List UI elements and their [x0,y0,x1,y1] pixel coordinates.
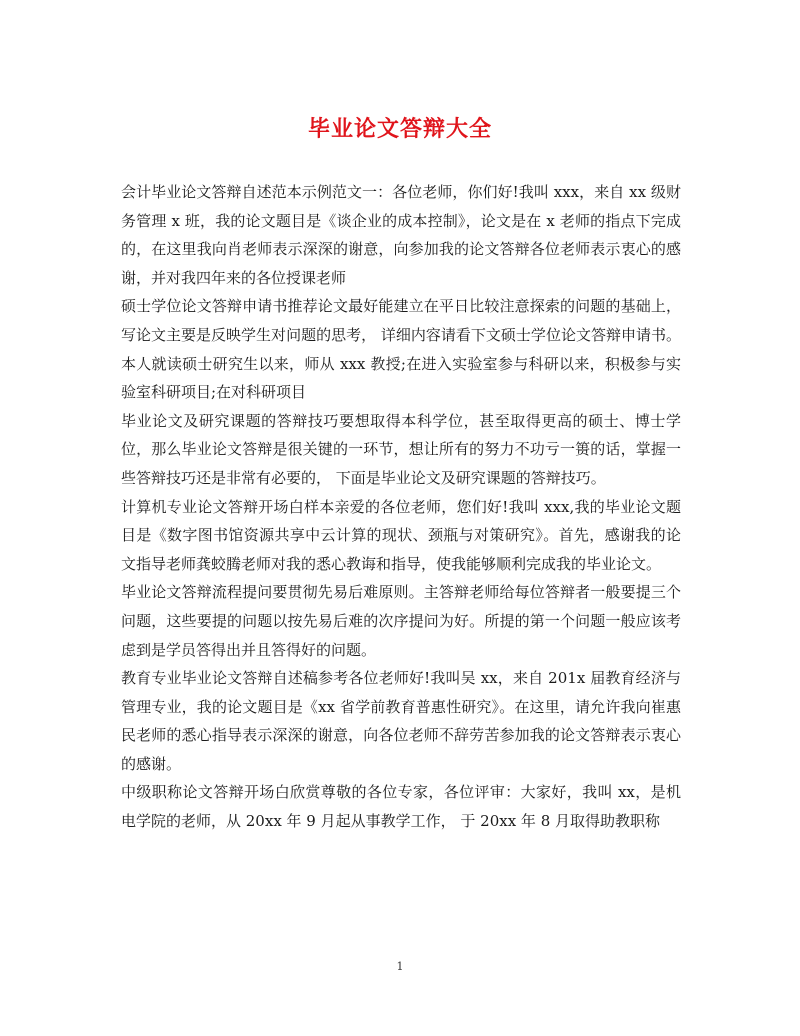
paragraph-master-application: 硕士学位论文答辩申请书推荐论文最好能建立在平日比较注意探索的问题的基础上，写论文主要是反映学生对问题的思考， 详细内容请看下文硕士学位论文答辩申请书。本人就读硕士研究生以来，师从 xxx 教授;在进入实验室参与科研以来，积极参与实验室科研项目;在对科研项目 [121,297,681,402]
paragraph-accounting-defense: 会计毕业论文答辩自述范本示例范文一：各位老师，你们好!我叫 xxx，来自 xx 级财务管理 x 班，我的论文题目是《谈企业的成本控制》，论文是在 x 老师的指点下完成的，在这里我向肖老师表示深深的谢意，向参加我的论文答辩各位老师表示衷心的感谢，并对我四年来的各位授课老师 [121,183,681,287]
paragraph-computer-opening: 计算机专业论文答辩开场白样本亲爱的各位老师，您们好!我叫 xxx,我的毕业论文题目是《数字图书馆资源共享中云计算的现状、颈瓶与对策研究》。首先，感谢我的论文指导老师龚蛟腾老师对我的悉心教诲和指导，使我能够顺利完成我的毕业论文。 [121,497,681,573]
paragraph-defense-process: 毕业论文答辩流程提问要贯彻先易后难原则。主答辩老师给每位答辩者一般要提三个问题，这些要提的问题以按先易后难的次序提问为好。所提的第一个问题一般应该考虑到是学员答得出并且答得好的问题。 [121,583,681,659]
page-number: 1 [396,960,404,973]
document-body [121,178,681,836]
paragraph-defense-tips: 毕业论文及研究课题的答辩技巧要想取得本科学位，甚至取得更高的硕士、博士学位，那么毕业论文答辩是很关键的一环节，想让所有的努力不功亏一篑的话，掌握一些答辩技巧还是非常有必要的， 下面是毕业论文及研究课题的答辩技巧。 [121,411,681,487]
paragraph-education-statement: 教育专业毕业论文答辩自述稿参考各位老师好!我叫吴 xx，来自 201x 届教育经济与管理专业，我的论文题目是《xx 省学前教育普惠性研究》。在这里，请允许我向崔惠民老师的悉心指导表示深深的谢意，向各位老师不辞劳苦参加我的论文答辩表示衷心的感谢。 [121,669,681,773]
document-title: 毕业论文答辩大全 [307,116,492,142]
paragraph-title-opening: 中级职称论文答辩开场白欣赏尊敬的各位专家，各位评审：大家好，我叫 xx，是机电学院的老师，从 20xx 年 9 月起从事教学工作， 于 20xx 年 8 月取得助教职称 [121,783,681,831]
